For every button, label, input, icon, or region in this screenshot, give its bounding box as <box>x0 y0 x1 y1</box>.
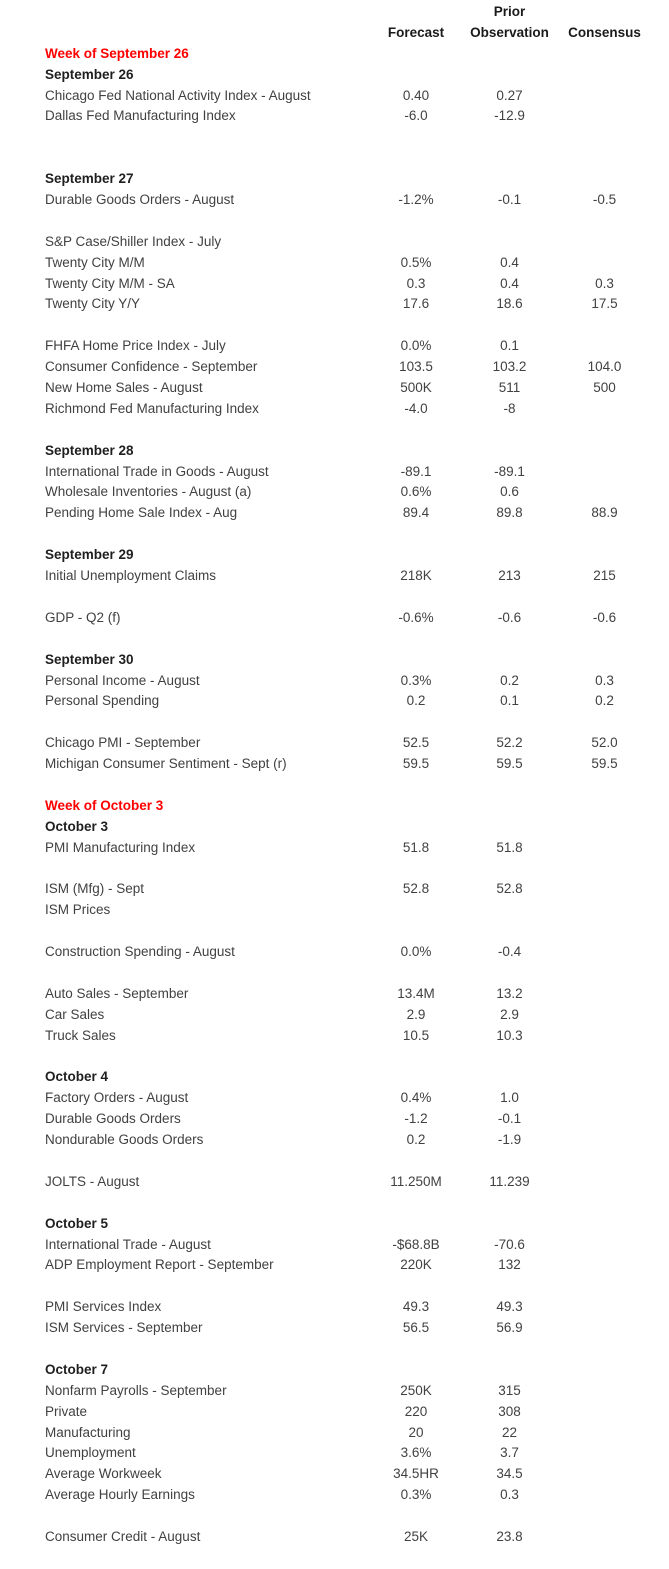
consensus-value: 17.5 <box>591 296 618 312</box>
spacer-row <box>0 859 669 880</box>
prior-observation-value: -12.9 <box>494 108 525 124</box>
forecast-value: 49.3 <box>402 1299 430 1315</box>
table-header-prior-line <box>0 2 669 23</box>
consensus-value: -0.6 <box>592 609 617 625</box>
row-label: Dallas Fed Manufacturing Index <box>45 108 236 124</box>
row-label: Personal Spending <box>45 693 160 709</box>
table-row <box>0 1402 669 1423</box>
spacer-row <box>0 1506 669 1527</box>
row-label: PMI Services Index <box>45 1299 162 1315</box>
prior-observation-value: 0.1 <box>500 338 519 354</box>
prior-observation-value: 2.9 <box>500 1006 519 1022</box>
consensus-value: 0.3 <box>595 672 614 688</box>
row-label: PMI Manufacturing Index <box>45 839 196 855</box>
table-row <box>0 733 669 754</box>
prior-observation-value: 132 <box>498 1257 521 1273</box>
row-label: ISM Services - September <box>45 1320 203 1336</box>
forecast-value: -0.6% <box>398 609 434 625</box>
forecast-value: -1.2 <box>404 1111 428 1127</box>
forecast-value: 52.8 <box>402 881 430 897</box>
table-row <box>0 838 669 859</box>
row-label: Richmond Fed Manufacturing Index <box>45 400 259 416</box>
consensus-value: 0.2 <box>595 693 614 709</box>
forecast-value: 34.5HR <box>393 1466 439 1482</box>
table-row <box>0 1318 669 1339</box>
prior-observation-value: 49.3 <box>496 1299 523 1315</box>
prior-observation-value: 0.2 <box>500 672 519 688</box>
spacer-row <box>0 1339 669 1360</box>
table-row <box>0 1297 669 1318</box>
row-label: Wholesale Inventories - August (a) <box>45 484 252 500</box>
consensus-value: -0.5 <box>592 192 617 208</box>
table-row <box>0 671 669 692</box>
forecast-value: -$68.8B <box>392 1236 440 1252</box>
forecast-value: 250K <box>400 1382 432 1398</box>
forecast-value: 0.0% <box>400 338 432 354</box>
table-row <box>0 503 669 524</box>
table-row <box>0 900 669 921</box>
row-label: Consumer Credit - August <box>45 1529 201 1545</box>
row-label: October 4 <box>45 1069 109 1085</box>
prior-observation-value: 511 <box>498 380 521 396</box>
date-heading-row <box>0 1067 669 1088</box>
table-row <box>0 754 669 775</box>
forecast-value: 0.40 <box>402 87 430 103</box>
forecast-value: 0.5% <box>400 254 432 270</box>
prior-observation-value: 89.8 <box>496 505 523 521</box>
prior-observation-value: -8 <box>503 400 516 416</box>
forecast-value: 218K <box>400 568 432 584</box>
date-heading-row <box>0 1360 669 1381</box>
forecast-value: 11.250M <box>390 1173 442 1189</box>
table-row <box>0 232 669 253</box>
forecast-value: -89.1 <box>400 463 432 479</box>
row-label: New Home Sales - August <box>45 380 203 396</box>
table-row <box>0 294 669 315</box>
row-label: GDP - Q2 (f) <box>45 609 121 625</box>
row-label: Chicago Fed National Activity Index - August <box>45 87 311 103</box>
row-label: October 5 <box>45 1215 109 1231</box>
spacer-row <box>0 211 669 232</box>
table-row <box>0 1485 669 1506</box>
prior-observation-value: 10.3 <box>496 1027 523 1043</box>
forecast-value: 10.5 <box>402 1027 430 1043</box>
date-heading-row <box>0 65 669 86</box>
table-row <box>0 357 669 378</box>
table-row <box>0 1235 669 1256</box>
row-label: Truck Sales <box>45 1027 116 1043</box>
forecast-value: 0.3% <box>400 1487 432 1503</box>
forecast-value: 3.6% <box>400 1445 432 1461</box>
row-label: International Trade - August <box>45 1236 211 1252</box>
column-header-consensus: Consensus <box>568 24 641 40</box>
row-label: September 28 <box>45 442 134 458</box>
table-row <box>0 1088 669 1109</box>
prior-observation-value: 18.6 <box>496 296 523 312</box>
prior-observation-value: 308 <box>498 1403 521 1419</box>
table-row <box>0 1130 669 1151</box>
date-heading-row <box>0 1214 669 1235</box>
spacer-row <box>0 524 669 545</box>
forecast-value: 20 <box>408 1424 424 1440</box>
row-label: Car Sales <box>45 1006 105 1022</box>
forecast-value: 17.6 <box>402 296 430 312</box>
row-label: October 3 <box>45 818 109 834</box>
date-heading-row <box>0 650 669 671</box>
prior-observation-value: -0.1 <box>497 192 522 208</box>
consensus-value: 52.0 <box>591 735 618 751</box>
prior-observation-value: 0.4 <box>500 275 519 291</box>
table-row <box>0 566 669 587</box>
prior-observation-value: 103.2 <box>492 359 527 375</box>
prior-observation-value: 0.4 <box>500 254 519 270</box>
column-header-observation: Observation <box>470 24 549 40</box>
forecast-value: 89.4 <box>402 505 430 521</box>
table-row <box>0 1109 669 1130</box>
table-row <box>0 106 669 127</box>
table-row <box>0 399 669 420</box>
forecast-value: 500K <box>400 380 432 396</box>
spacer-row <box>0 315 669 336</box>
row-label: Michigan Consumer Sentiment - Sept (r) <box>45 756 287 772</box>
row-label: Twenty City M/M - SA <box>45 275 175 291</box>
prior-observation-value: 0.1 <box>500 693 519 709</box>
economic-calendar-table <box>0 2 669 1548</box>
row-label: Factory Orders - August <box>45 1090 189 1106</box>
row-label: Durable Goods Orders - August <box>45 192 235 208</box>
forecast-value: 0.3% <box>400 672 432 688</box>
row-label: Average Workweek <box>45 1466 162 1482</box>
forecast-value: 13.4M <box>397 985 435 1001</box>
prior-observation-value: 3.7 <box>500 1445 519 1461</box>
table-row <box>0 942 669 963</box>
forecast-value: 59.5 <box>402 756 430 772</box>
row-label: ISM Prices <box>45 902 111 918</box>
table-row <box>0 1423 669 1444</box>
spacer-row <box>0 921 669 942</box>
prior-observation-value: -89.1 <box>494 463 525 479</box>
table-row <box>0 691 669 712</box>
forecast-value: 51.8 <box>402 839 430 855</box>
spacer-row <box>0 775 669 796</box>
row-label: Chicago PMI - September <box>45 735 201 751</box>
table-rows <box>0 44 669 1548</box>
row-label: September 29 <box>45 547 134 563</box>
prior-observation-value: 1.0 <box>500 1090 519 1106</box>
table-row <box>0 984 669 1005</box>
prior-observation-value: -1.9 <box>497 1132 522 1148</box>
table-row <box>0 462 669 483</box>
table-row <box>0 1005 669 1026</box>
row-label: Consumer Confidence - September <box>45 359 258 375</box>
prior-observation-value: 0.6 <box>500 484 519 500</box>
table-row <box>0 1464 669 1485</box>
spacer-row <box>0 1276 669 1297</box>
spacer-row <box>0 963 669 984</box>
spacer-row <box>0 148 669 169</box>
forecast-value: 0.0% <box>400 944 432 960</box>
consensus-value: 0.3 <box>595 275 614 291</box>
forecast-value: -6.0 <box>404 108 428 124</box>
row-label: JOLTS - August <box>45 1173 140 1189</box>
prior-observation-value: 59.5 <box>496 756 523 772</box>
row-label: Durable Goods Orders <box>45 1111 181 1127</box>
table-row <box>0 1255 669 1276</box>
consensus-value: 59.5 <box>591 756 618 772</box>
week-heading-row <box>0 796 669 817</box>
row-label: Auto Sales - September <box>45 985 189 1001</box>
row-label: International Trade in Goods - August <box>45 463 269 479</box>
row-label: Pending Home Sale Index - Aug <box>45 505 238 521</box>
prior-observation-value: 56.9 <box>496 1320 523 1336</box>
forecast-value: 0.2 <box>406 1132 426 1148</box>
table-row <box>0 336 669 357</box>
date-heading-row <box>0 169 669 190</box>
consensus-value: 500 <box>593 380 616 396</box>
row-label: Nondurable Goods Orders <box>45 1132 204 1148</box>
row-label: Unemployment <box>45 1445 136 1461</box>
forecast-value: 25K <box>403 1529 429 1545</box>
table-row <box>0 482 669 503</box>
spacer-row <box>0 1193 669 1214</box>
table-row <box>0 378 669 399</box>
table-row <box>0 1172 669 1193</box>
table-row <box>0 1527 669 1548</box>
forecast-value: 2.9 <box>406 1006 426 1022</box>
prior-observation-value: 213 <box>498 568 521 584</box>
prior-observation-value: -70.6 <box>494 1236 525 1252</box>
column-header-prior: Prior <box>493 4 526 19</box>
prior-observation-value: -0.1 <box>497 1111 522 1127</box>
row-label: Average Hourly Earnings <box>45 1487 195 1503</box>
date-heading-row <box>0 441 669 462</box>
row-label: September 26 <box>45 66 134 82</box>
table-row <box>0 1443 669 1464</box>
prior-observation-value: 22 <box>501 1424 518 1440</box>
prior-observation-value: 52.8 <box>496 881 523 897</box>
forecast-value: 52.5 <box>402 735 430 751</box>
row-label: Twenty City Y/Y <box>45 296 141 312</box>
spacer-row <box>0 1047 669 1068</box>
row-label: Twenty City M/M <box>45 254 145 270</box>
row-label: Private <box>45 1403 88 1419</box>
date-heading-row <box>0 545 669 566</box>
row-label: S&P Case/Shiller Index - July <box>45 233 222 249</box>
row-label: ISM (Mfg) - Sept <box>45 881 145 897</box>
spacer-row <box>0 629 669 650</box>
spacer-row <box>0 1151 669 1172</box>
column-header-forecast: Forecast <box>387 24 445 40</box>
forecast-value: 0.3 <box>406 275 426 291</box>
prior-observation-value: -0.6 <box>497 609 522 625</box>
row-label: September 27 <box>45 171 134 187</box>
forecast-value: 56.5 <box>402 1320 430 1336</box>
prior-observation-value: 11.239 <box>489 1173 530 1189</box>
spacer-row <box>0 420 669 441</box>
table-row <box>0 86 669 107</box>
forecast-value: 0.6% <box>400 484 432 500</box>
prior-observation-value: 0.27 <box>496 87 523 103</box>
row-label: Personal Income - August <box>45 672 200 688</box>
prior-observation-value: 315 <box>498 1382 521 1398</box>
consensus-value: 104.0 <box>587 359 622 375</box>
prior-observation-value: 0.3 <box>500 1487 519 1503</box>
table-header-row <box>0 23 669 44</box>
table-row <box>0 1381 669 1402</box>
consensus-value: 215 <box>593 568 616 584</box>
prior-observation-value: 34.5 <box>496 1466 523 1482</box>
spacer-row <box>0 712 669 733</box>
prior-observation-value: 13.2 <box>496 985 523 1001</box>
forecast-value: 220 <box>404 1403 428 1419</box>
prior-observation-value: 52.2 <box>496 735 523 751</box>
row-label: Initial Unemployment Claims <box>45 568 217 584</box>
row-label: September 30 <box>45 651 134 667</box>
row-label: Week of October 3 <box>45 797 164 813</box>
spacer-row <box>0 587 669 608</box>
table-row <box>0 274 669 295</box>
row-label: FHFA Home Price Index - July <box>45 338 226 354</box>
table-row <box>0 879 669 900</box>
forecast-value: 0.2 <box>406 693 426 709</box>
date-heading-row <box>0 817 669 838</box>
forecast-value: 103.5 <box>399 359 433 375</box>
consensus-value: 88.9 <box>591 505 618 521</box>
forecast-value: -4.0 <box>404 400 428 416</box>
row-label: October 7 <box>45 1361 109 1377</box>
spacer-row <box>0 127 669 148</box>
table-row <box>0 253 669 274</box>
forecast-value: 0.4% <box>400 1090 432 1106</box>
table-row <box>0 190 669 211</box>
forecast-value: 220K <box>400 1257 432 1273</box>
prior-observation-value: 51.8 <box>496 839 523 855</box>
row-label: Week of September 26 <box>45 45 189 61</box>
row-label: Manufacturing <box>45 1424 131 1440</box>
table-row <box>0 1026 669 1047</box>
row-label: Nonfarm Payrolls - September <box>45 1382 227 1398</box>
table-row <box>0 608 669 629</box>
forecast-value: -1.2% <box>398 192 434 208</box>
row-label: Construction Spending - August <box>45 944 235 960</box>
prior-observation-value: -0.4 <box>497 944 522 960</box>
week-heading-row <box>0 44 669 65</box>
prior-observation-value: 23.8 <box>496 1529 523 1545</box>
row-label: ADP Employment Report - September <box>45 1257 274 1273</box>
